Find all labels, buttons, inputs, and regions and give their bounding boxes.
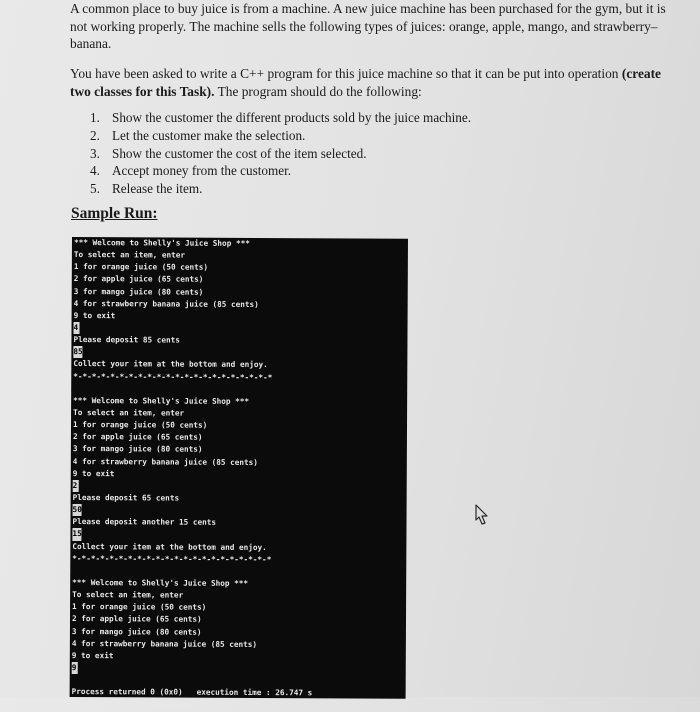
console-line: 2 for apple juice (65 cents) (73, 274, 204, 285)
list-item: 3. Show the customer the cost of the item selected. (90, 145, 367, 161)
console-user-input: 50 (73, 504, 82, 516)
requirements-list (90, 109, 471, 198)
list-item: 2. Let the customer make the selection. (90, 127, 306, 143)
console-line: Press any key to continue. (71, 699, 192, 709)
console-line: 9 to exit (72, 468, 115, 478)
console-line: 3 for mango juice (80 cents) (73, 286, 204, 297)
console-line: Please deposit 85 cents (73, 335, 180, 345)
console-user-input: 15 (72, 528, 81, 540)
task-lead: You have been asked to write a C++ program for this juice machine so that it can be put into operation (70, 66, 619, 81)
task-bold-note: (create two classes for this Task). (70, 66, 662, 99)
console-line: 9 to exit (71, 650, 114, 661)
console-user-input: 2 (73, 480, 79, 492)
console-line: To select an item, enter (73, 250, 186, 260)
task-paragraph (70, 65, 670, 100)
console-user-input: 9 (72, 662, 78, 674)
console-line: Process returned 0 (0x0) execution time : 26.747 s (71, 687, 313, 698)
mouse-pointer-icon (470, 503, 492, 529)
console-line: *-*-*-*-*-*-*-*-*-*-*-*-*-*-*-*-*-*-*-*-*-* (73, 371, 273, 382)
console-line: 1 for orange juice (50 cents) (73, 262, 209, 272)
list-item: 1. Show the customer the different products sold by the juice machine. (90, 110, 472, 125)
console-user-input: 4 (73, 322, 79, 334)
console-user-input: 85 (73, 346, 82, 358)
console-output (70, 237, 408, 709)
console-line: *-*-*-*-*-*-*-*-*-*-*-*-*-*-*-*-*-*-*-*-*-* (72, 553, 272, 564)
console-line: 4 for strawberry banana juice (85 cents) (72, 456, 258, 467)
console-line: 4 for strawberry banana juice (85 cents) (71, 638, 258, 649)
console-line: Collect your item at the bottom and enjoy. (73, 359, 268, 370)
console-line: 2 for apple juice (65 cents) (71, 614, 202, 625)
console-line: 9 to exit (73, 310, 116, 321)
console-line: *** Welcome to Shelly's Juice Shop *** (73, 238, 250, 248)
console-line: 1 for orange juice (50 cents) (72, 420, 208, 430)
console-line: Collect your item at the bottom and enjoy. (72, 541, 267, 552)
sample-run-heading: Sample Run: (71, 205, 158, 222)
console-line: To select an item, enter (72, 590, 184, 600)
console-line: To select an item, enter (73, 407, 185, 418)
console-line: *** Welcome to Shelly's Juice Shop *** (73, 395, 250, 406)
console-line: 3 for mango juice (80 cents) (72, 444, 203, 455)
console-line: 1 for orange juice (50 cents) (72, 602, 207, 612)
console-line: 2 for apple juice (65 cents) (72, 432, 203, 442)
console-line: *** Welcome to Shelly's Juice Shop *** (72, 577, 249, 588)
intro-paragraph: A common place to buy juice is from a machine. A new juice machine has been purchased for the gym, but it is not working properly. The machine sells the following types of juices: orange, apple, mango, and strawberry–banana. (70, 1, 666, 51)
list-item: 4. Accept money from the customer. (90, 163, 292, 179)
console-line: Please deposit 65 cents (72, 492, 180, 503)
console-line: Please deposit another 15 cents (72, 517, 217, 527)
console-line: 4 for strawberry banana juice (85 cents) (73, 298, 259, 309)
console-line: 3 for mango juice (80 cents) (71, 626, 202, 637)
list-item: 5. Release the item. (90, 181, 203, 197)
task-tail: The program should do the following: (214, 83, 422, 99)
